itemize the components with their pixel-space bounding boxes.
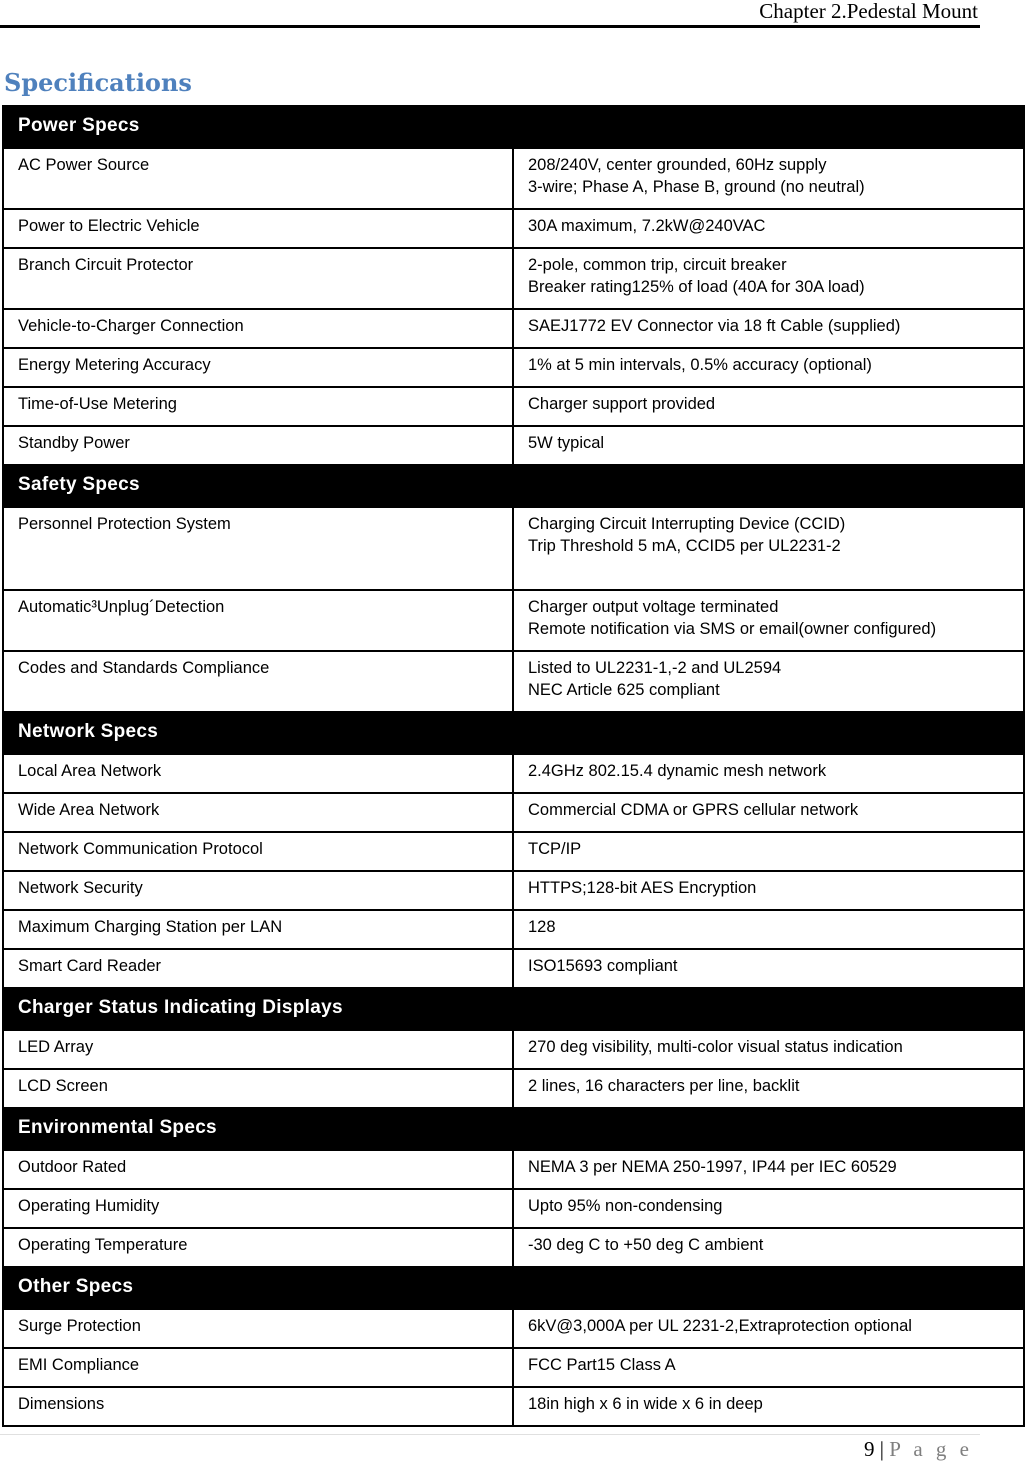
spec-value-line: 3-wire; Phase A, Phase B, ground (no neutral) — [528, 178, 865, 196]
specifications-table — [2, 105, 1025, 1427]
spec-value — [513, 871, 1024, 910]
spec-row — [3, 426, 1024, 465]
spec-label: Operating Humidity — [3, 1189, 513, 1228]
spec-value-line: 6kV@3,000A per UL 2231-2,Extraprotection optional — [528, 1317, 912, 1335]
spec-row — [3, 1387, 1024, 1426]
spec-value — [513, 1030, 1024, 1069]
spec-value-line: Commercial CDMA or GPRS cellular network — [528, 801, 859, 819]
spec-value-line: Breaker rating125% of load (40A for 30A load) — [528, 278, 865, 296]
spec-row — [3, 651, 1024, 712]
spec-value-line: NEMA 3 per NEMA 250-1997, IP44 per IEC 60529 — [528, 1158, 897, 1176]
spec-value — [513, 949, 1024, 988]
spec-value — [513, 426, 1024, 465]
spec-label: Codes and Standards Compliance — [3, 651, 513, 712]
section-header-row — [3, 465, 1024, 507]
spec-label: Branch Circuit Protector — [3, 248, 513, 309]
spec-label: Network Security — [3, 871, 513, 910]
spec-row — [3, 910, 1024, 949]
spec-value-line: 30A maximum, 7.2kW@240VAC — [528, 217, 766, 235]
spec-row — [3, 209, 1024, 248]
spec-value-line: 270 deg visibility, multi-color visual status indication — [528, 1038, 903, 1056]
spec-value — [513, 209, 1024, 248]
spec-value — [513, 793, 1024, 832]
spec-row — [3, 507, 1024, 590]
section-heading: Other Specs — [3, 1267, 1024, 1309]
spec-label: Wide Area Network — [3, 793, 513, 832]
spec-value — [513, 507, 1024, 590]
spec-value-line: Remote notification via SMS or email(owner configured) — [528, 620, 937, 638]
spec-label: AC Power Source — [3, 148, 513, 209]
spec-row — [3, 148, 1024, 209]
section-heading: Environmental Specs — [3, 1108, 1024, 1150]
page-separator: | — [879, 1437, 884, 1461]
spec-row — [3, 1030, 1024, 1069]
spec-value-line: 128 — [528, 918, 556, 936]
spec-value-line: TCP/IP — [528, 840, 582, 858]
chapter-header: Chapter 2.Pedestal Mount — [759, 0, 978, 23]
section-header-row — [3, 1267, 1024, 1309]
spec-label: Maximum Charging Station per LAN — [3, 910, 513, 949]
spec-row — [3, 248, 1024, 309]
spec-value — [513, 1387, 1024, 1426]
spec-value-line: Trip Threshold 5 mA, CCID5 per UL2231-2 — [528, 537, 841, 555]
spec-value — [513, 651, 1024, 712]
spec-label: Standby Power — [3, 426, 513, 465]
spec-label: Local Area Network — [3, 754, 513, 793]
spec-row — [3, 832, 1024, 871]
spec-label: Outdoor Rated — [3, 1150, 513, 1189]
spec-value-line: 208/240V, center grounded, 60Hz supply — [528, 156, 827, 174]
spec-value — [513, 1309, 1024, 1348]
spec-row — [3, 1069, 1024, 1108]
spec-row — [3, 1189, 1024, 1228]
spec-row — [3, 754, 1024, 793]
spec-label: Network Communication Protocol — [3, 832, 513, 871]
spec-label: LED Array — [3, 1030, 513, 1069]
spec-label: LCD Screen — [3, 1069, 513, 1108]
section-heading: Power Specs — [3, 106, 1024, 148]
spec-value — [513, 1150, 1024, 1189]
spec-label: EMI Compliance — [3, 1348, 513, 1387]
spec-value — [513, 1228, 1024, 1267]
spec-label: Surge Protection — [3, 1309, 513, 1348]
page-footer — [864, 1437, 973, 1462]
section-heading: Network Specs — [3, 712, 1024, 754]
spec-value-line: 2-pole, common trip, circuit breaker — [528, 256, 787, 274]
footer-divider — [0, 1434, 980, 1435]
spec-value — [513, 309, 1024, 348]
spec-row — [3, 348, 1024, 387]
spec-row — [3, 309, 1024, 348]
spec-value-line: HTTPS;128-bit AES Encryption — [528, 879, 757, 897]
spec-label: Smart Card Reader — [3, 949, 513, 988]
spec-label: Time-of-Use Metering — [3, 387, 513, 426]
section-header-row — [3, 988, 1024, 1030]
spec-value-line: SAEJ1772 EV Connector via 18 ft Cable (supplied) — [528, 317, 901, 335]
spec-value — [513, 754, 1024, 793]
spec-value-line: 18in high x 6 in wide x 6 in deep — [528, 1395, 763, 1413]
page-word: P a g e — [889, 1437, 973, 1461]
spec-row — [3, 1228, 1024, 1267]
section-header-row — [3, 106, 1024, 148]
spec-row — [3, 590, 1024, 651]
spec-value — [513, 387, 1024, 426]
spec-label: Power to Electric Vehicle — [3, 209, 513, 248]
spec-label: Energy Metering Accuracy — [3, 348, 513, 387]
spec-row — [3, 1309, 1024, 1348]
spec-value — [513, 148, 1024, 209]
spec-value — [513, 248, 1024, 309]
spec-value-line: ISO15693 compliant — [528, 957, 678, 975]
spec-row — [3, 387, 1024, 426]
section-header-row — [3, 712, 1024, 754]
spec-value-line: Charger support provided — [528, 395, 716, 413]
spec-value — [513, 1189, 1024, 1228]
spec-value — [513, 590, 1024, 651]
spec-value-line: NEC Article 625 compliant — [528, 681, 720, 699]
spec-row — [3, 949, 1024, 988]
section-heading: Safety Specs — [3, 465, 1024, 507]
spec-value-line: 2 lines, 16 characters per line, backlit — [528, 1077, 800, 1095]
spec-row — [3, 1348, 1024, 1387]
header-divider — [0, 25, 980, 28]
spec-value-line: 2.4GHz 802.15.4 dynamic mesh network — [528, 762, 827, 780]
spec-value-line: 5W typical — [528, 434, 605, 452]
specifications-table-body — [3, 106, 1024, 1426]
spec-value-line: Charging Circuit Interrupting Device (CCID) — [528, 515, 846, 533]
spec-value — [513, 1348, 1024, 1387]
page-title: Specifications — [4, 68, 192, 97]
spec-label: Operating Temperature — [3, 1228, 513, 1267]
spec-label: Automatic³Unplug´Detection — [3, 590, 513, 651]
spec-value-line: Upto 95% non-condensing — [528, 1197, 723, 1215]
spec-label: Personnel Protection System — [3, 507, 513, 590]
section-header-row — [3, 1108, 1024, 1150]
page-number: 9 — [863, 1437, 875, 1461]
spec-value — [513, 1069, 1024, 1108]
spec-value — [513, 832, 1024, 871]
spec-value-line: 1% at 5 min intervals, 0.5% accuracy (optional) — [528, 356, 872, 374]
spec-row — [3, 1150, 1024, 1189]
spec-value — [513, 348, 1024, 387]
spec-value-line: Charger output voltage terminated — [528, 598, 779, 616]
spec-value-line: Listed to UL2231-1,-2 and UL2594 — [528, 659, 782, 677]
spec-row — [3, 793, 1024, 832]
spec-value-line: FCC Part15 Class A — [528, 1356, 676, 1374]
spec-value — [513, 910, 1024, 949]
spec-value-line: -30 deg C to +50 deg C ambient — [528, 1236, 764, 1254]
spec-row — [3, 871, 1024, 910]
spec-label: Dimensions — [3, 1387, 513, 1426]
spec-label: Vehicle-to-Charger Connection — [3, 309, 513, 348]
section-heading: Charger Status Indicating Displays — [3, 988, 1024, 1030]
